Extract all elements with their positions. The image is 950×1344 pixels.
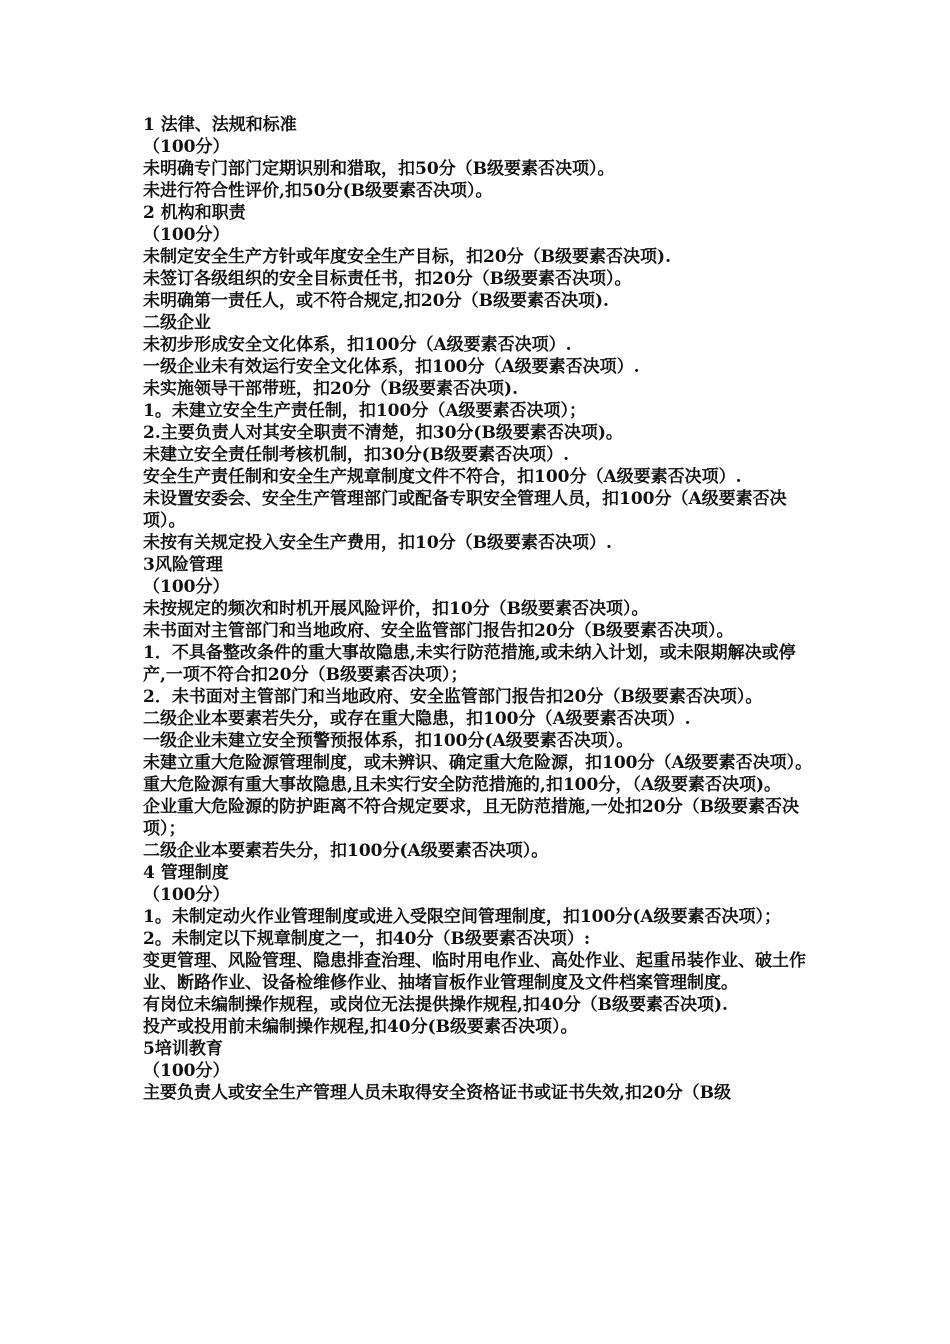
- text-line: 未建立重大危险源管理制度，或未辨识、确定重大危险源，扣100分（A级要素否决项）。: [143, 753, 813, 773]
- score-line: （100分）: [143, 225, 230, 245]
- text-line: 未签订各级组织的安全目标责任书，扣20分（B级要素否决项）。: [143, 269, 632, 289]
- score-line: （100分）: [143, 137, 230, 157]
- text-line: 未明确专门部门定期识别和猎取，扣50分（B级要素否决项）。: [143, 159, 615, 179]
- text-line: 1．不具备整改条件的重大事故隐患,未实行防范措施,或未纳入计划，或未限期解决或停产,一项不符合扣20分（B级要素否决项）；: [143, 643, 796, 685]
- text-line: 1。未制定动火作业管理制度或进入受限空间管理制度，扣100分(A级要素否决项）；: [143, 907, 782, 927]
- text-line: 1。未建立安全生产责任制，扣100分（A级要素否决项）；: [143, 401, 587, 421]
- text-line: 未建立安全责任制考核机制，扣30分(B级要素否决项）.: [143, 445, 569, 465]
- text-line: 安全生产责任制和安全生产规章制度文件不符合，扣100分（A级要素否决项）.: [143, 467, 742, 487]
- document-page: [143, 114, 815, 1104]
- text-line: 未按规定的频次和时机开展风险评价，扣10分（B级要素否决项）。: [143, 599, 649, 619]
- score-line: （100分）: [143, 1061, 230, 1081]
- text-line: 有岗位未编制操作规程，或岗位无法提供操作规程,扣40分（B级要素否决项).: [143, 995, 728, 1015]
- heading-5: 5培训教育: [143, 1039, 223, 1059]
- text-line: 企业重大危险源的防护距离不符合规定要求，且无防范措施,一处扣20分（B级要素否决项）；: [143, 797, 799, 839]
- text-line: 未实施领导干部带班，扣20分（B级要素否决项).: [143, 379, 518, 399]
- text-line: 未制定安全生产方针或年度安全生产目标，扣20分（B级要素否决项).: [143, 247, 671, 267]
- text-line: 二级企业本要素若失分，或存在重大隐患，扣100分（A级要素否决项）.: [143, 709, 691, 729]
- text-line: 未按有关规定投入安全生产费用，扣10分（B级要素否决项）.: [143, 533, 612, 553]
- text-line: 二级企业本要素若失分，扣100分(A级要素否决项）。: [143, 841, 549, 861]
- text-line: 一级企业未建立安全预警预报体系，扣100分(A级要素否决项）。: [143, 731, 634, 751]
- text-line: 重大危险源有重大事故隐患,且未实行安全防范措施的,扣100分，（A级要素否决项)。: [143, 775, 782, 795]
- text-line: 二级企业: [143, 313, 211, 333]
- text-line: 未设置安委会、安全生产管理部门或配备专职安全管理人员，扣100分（A级要素否决项）。: [143, 489, 787, 531]
- text-line: 2。未制定以下规章制度之一，扣40分（B级要素否决项）:: [143, 929, 591, 949]
- text-line: 2.主要负责人对其安全职责不清楚，扣30分(B级要素否决项)。: [143, 423, 623, 443]
- text-line: 未初步形成安全文化体系，扣100分（A级要素否决项）.: [143, 335, 572, 355]
- text-line: 未明确第一责任人，或不符合规定,扣20分（B级要素否决项).: [143, 291, 609, 311]
- heading-4: 4 管理制度: [143, 863, 229, 883]
- text-line: 未书面对主管部门和当地政府、安全监管部门报告扣20分（B级要素否决项）。: [143, 621, 734, 641]
- text-line: 一级企业未有效运行安全文化体系，扣100分（A级要素否决项）.: [143, 357, 640, 377]
- score-line: （100分）: [143, 885, 230, 905]
- text-line: 主要负责人或安全生产管理人员未取得安全资格证书或证书失效,扣20分（B级: [143, 1083, 731, 1103]
- heading-2: 2 机构和职责: [143, 203, 246, 223]
- text-line: 投产或投用前未编制操作规程,扣40分(B级要素否决项）。: [143, 1017, 578, 1037]
- text-line: 未进行符合性评价,扣50分(B级要素否决项）。: [143, 181, 493, 201]
- heading-3: 3风险管理: [143, 555, 223, 575]
- score-line: （100分）: [143, 577, 230, 597]
- text-line: 2．未书面对主管部门和当地政府、安全监管部门报告扣20分（B级要素否决项）。: [143, 687, 763, 707]
- text-line: 变更管理、风险管理、隐患排查治理、临时用电作业、高处作业、起重吊装作业、破土作业、断路作业、设备检维修作业、抽堵盲板作业管理制度及文件档案管理制度。: [143, 951, 806, 993]
- heading-1: 1 法律、法规和标准: [143, 115, 297, 135]
